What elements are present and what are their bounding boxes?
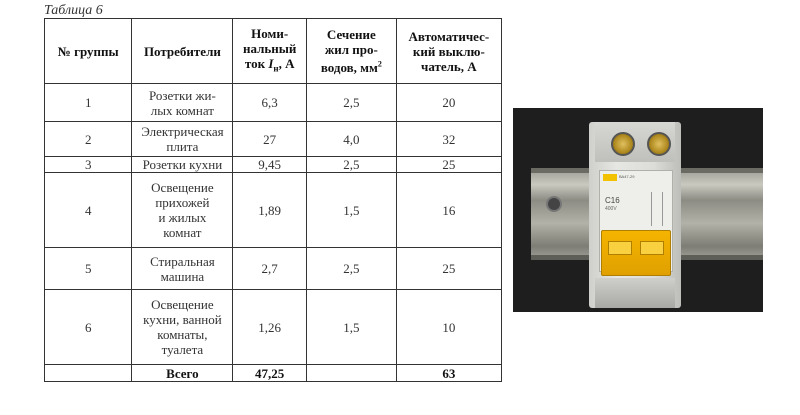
breaker-lever — [601, 230, 671, 276]
cell-section: 2,5 — [307, 157, 397, 173]
total-label: Всего — [132, 365, 233, 382]
total-empty — [45, 365, 132, 382]
terminal-screw-icon — [647, 132, 671, 156]
terminal-screw-icon — [611, 132, 635, 156]
lever-toggle-icon — [640, 241, 664, 255]
rail-screw-hole — [546, 196, 562, 212]
lever-toggle-icon — [608, 241, 632, 255]
total-breaker: 63 — [396, 365, 501, 382]
table-total-row — [45, 365, 502, 382]
cell-current: 6,3 — [233, 84, 307, 122]
cell-consumer: Розетки жи- лых комнат — [132, 84, 233, 122]
cell-current: 2,7 — [233, 248, 307, 290]
header-consumer — [132, 19, 233, 84]
cell-consumer: Освещение кухни, ванной комнаты, туалета — [132, 290, 233, 365]
cell-section: 2,5 — [307, 248, 397, 290]
cell-section: 4,0 — [307, 122, 397, 157]
breaker-bottom — [595, 278, 675, 308]
cell-breaker: 32 — [396, 122, 501, 157]
cell-group: 3 — [45, 157, 132, 173]
table-caption: Таблица 6 — [44, 3, 103, 18]
breaker-schematic-icon — [651, 192, 663, 226]
header-breaker-text: Автоматичес- кий выклю- чатель, А — [408, 28, 490, 74]
cell-section: 1,5 — [307, 290, 397, 365]
cell-consumer: Розетки кухни — [132, 157, 233, 173]
header-breaker — [396, 19, 501, 84]
cell-consumer: Электрическая плита — [132, 122, 233, 157]
total-current: 47,25 — [233, 365, 307, 382]
cell-section: 1,5 — [307, 173, 397, 248]
table-row — [45, 290, 502, 365]
table-row — [45, 84, 502, 122]
table-header-row — [45, 19, 502, 84]
header-current — [233, 19, 307, 84]
cell-breaker: 16 — [396, 173, 501, 248]
cell-consumer: Стиральная машина — [132, 248, 233, 290]
cell-breaker: 25 — [396, 157, 501, 173]
circuit-breaker-photo — [513, 108, 763, 312]
table-row — [45, 248, 502, 290]
breaker-voltage: 400V — [605, 206, 617, 212]
header-section — [307, 19, 397, 84]
table-row — [45, 157, 502, 173]
cell-section: 2,5 — [307, 84, 397, 122]
cell-breaker: 10 — [396, 290, 501, 365]
header-group — [45, 19, 132, 84]
breaker-model: ВА47-29 — [619, 174, 635, 179]
cell-current: 9,45 — [233, 157, 307, 173]
cell-consumer: Освещение прихожей и жилых комнат — [132, 173, 233, 248]
header-section-text: Сечение жил про- водов, $мм^2$ — [320, 26, 382, 76]
cell-breaker: 20 — [396, 84, 501, 122]
cell-group: 1 — [45, 84, 132, 122]
header-consumer-text: Потребители — [143, 43, 221, 59]
groups-table — [44, 18, 502, 382]
breaker-rating: C16 — [605, 196, 620, 205]
cell-group: 4 — [45, 173, 132, 248]
total-section — [307, 365, 397, 382]
table-row — [45, 173, 502, 248]
cell-current: 1,26 — [233, 290, 307, 365]
table-row — [45, 122, 502, 157]
brand-logo — [603, 174, 617, 181]
cell-current: 27 — [233, 122, 307, 157]
circuit-breaker — [589, 122, 681, 308]
cell-group: 2 — [45, 122, 132, 157]
cell-group: 6 — [45, 290, 132, 365]
breaker-top — [595, 122, 675, 162]
cell-group: 5 — [45, 248, 132, 290]
header-group-text: № группы — [57, 43, 119, 59]
cell-current: 1,89 — [233, 173, 307, 248]
header-current-text: Номи- нальный ток $I_н$, А — [242, 25, 297, 74]
cell-breaker: 25 — [396, 248, 501, 290]
